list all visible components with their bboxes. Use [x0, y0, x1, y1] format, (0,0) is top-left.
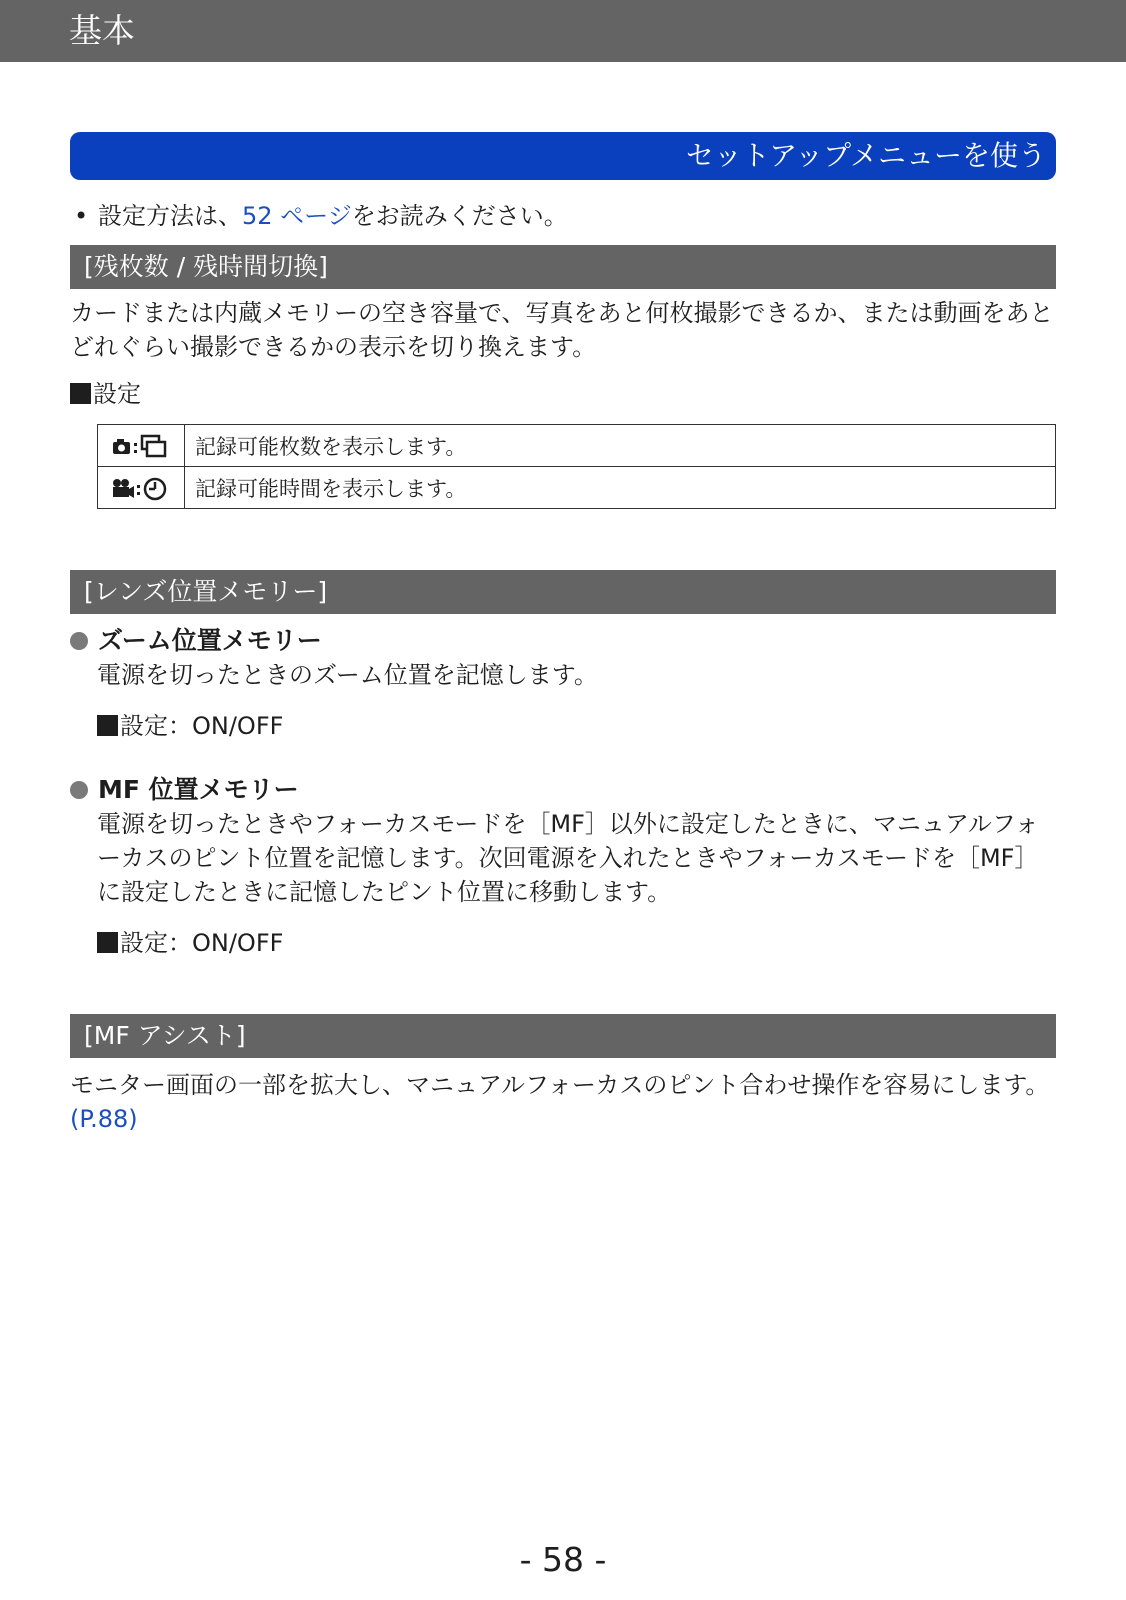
page-link-88[interactable]: (P.88)	[70, 1105, 138, 1133]
menu-banner	[70, 132, 1056, 180]
intro-suffix: をお読みください。	[351, 202, 568, 230]
section-title-remaining: [残枚数 / 残時間切換]	[70, 245, 1056, 289]
menu-title: セットアップメニューを使う	[685, 139, 1046, 172]
subheading-mf-memory	[70, 773, 299, 807]
page-link-52[interactable]: 52 ページ	[242, 202, 352, 230]
subheading-zoom-memory	[70, 624, 322, 658]
row-text: 記録可能枚数を表示します。	[185, 425, 1056, 467]
section-title-mf-assist: [MF アシスト]	[70, 1014, 1056, 1058]
camera-frames-icon	[98, 425, 185, 467]
setting-text: 設定：ON/OFF	[120, 712, 284, 740]
bullet: •	[74, 202, 89, 230]
intro-line	[74, 200, 568, 232]
section-description: カードまたは内蔵メモリーの空き容量で、写真をあと何枚撮影できるか、または動画をあとどれぐらい撮影できるかの表示を切り換えます。	[70, 299, 1054, 361]
mf-assist-text: モニター画面の一部を拡大し、マニュアルフォーカスのピント合わせ操作を容易にします。	[70, 1071, 1050, 1099]
circle-bullet-icon	[70, 632, 88, 650]
square-bullet-icon	[97, 715, 118, 736]
zoom-memory-setting	[97, 710, 283, 742]
square-bullet-icon	[70, 383, 91, 404]
chapter-header	[0, 0, 1126, 62]
subheading-text: ズーム位置メモリー	[98, 626, 322, 655]
square-bullet-icon	[97, 932, 118, 953]
settings-heading	[70, 378, 141, 410]
section-title-lens-memory: [レンズ位置メモリー]	[70, 570, 1056, 614]
table-row	[98, 425, 1056, 467]
zoom-memory-description: 電源を切ったときのズーム位置を記憶します。	[97, 661, 598, 689]
subheading-text: MF 位置メモリー	[98, 775, 299, 804]
settings-table	[97, 424, 1056, 509]
mf-assist-description	[70, 1068, 1060, 1136]
settings-label: 設定	[93, 380, 141, 408]
setting-text: 設定：ON/OFF	[120, 929, 284, 957]
mf-memory-setting	[97, 927, 283, 959]
table-row	[98, 467, 1056, 509]
chapter-title: 基本	[69, 11, 135, 50]
circle-bullet-icon	[70, 781, 88, 799]
movie-clock-icon	[98, 467, 185, 509]
row-text: 記録可能時間を表示します。	[185, 467, 1056, 509]
mf-memory-description: 電源を切ったときやフォーカスモードを［MF］以外に設定したときに、マニュアルフォーカスのピント位置を記憶します。次回電源を入れたときやフォーカスモードを［MF］に設定したときに記憶したピント位置に移動します。	[97, 810, 1039, 906]
page-number: - 58 -	[519, 1540, 607, 1579]
intro-prefix: 設定方法は、	[98, 202, 242, 230]
